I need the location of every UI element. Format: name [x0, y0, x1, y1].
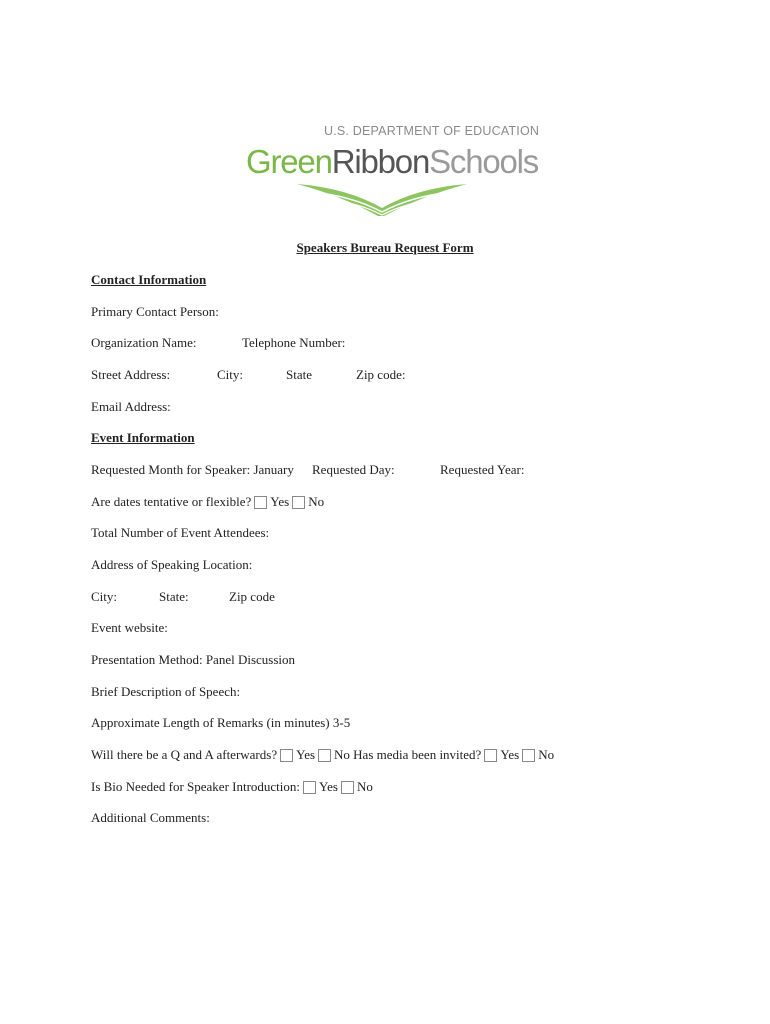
- attendees-label: Total Number of Event Attendees:: [91, 525, 270, 540]
- tentative-yes-label: Yes: [270, 494, 290, 509]
- logo-green: Green: [246, 143, 332, 180]
- tentative-no-label: No: [308, 494, 325, 509]
- logo-wordmark: [246, 142, 538, 182]
- website-label: Event website:: [91, 620, 168, 635]
- bio-no-checkbox[interactable]: [341, 781, 354, 794]
- telephone-label: Telephone Number:: [242, 335, 346, 350]
- event-zip-label: Zip code: [229, 589, 275, 604]
- media-label: Has media been invited?: [353, 747, 482, 762]
- bio-yes-label: Yes: [319, 779, 338, 794]
- state-label: State: [286, 367, 312, 382]
- logo-schools: Schools: [429, 143, 539, 180]
- city-label: City:: [217, 367, 244, 382]
- street-label: Street Address:: [91, 367, 171, 382]
- qa-yes-label: Yes: [296, 747, 316, 762]
- requested-month-label: Requested Month for Speaker: January: [91, 462, 294, 477]
- presentation-method-label: Presentation Method: Panel Discussion: [91, 652, 296, 667]
- qa-no-checkbox[interactable]: [318, 749, 331, 762]
- media-no-label: No: [538, 747, 555, 762]
- requested-year-label: Requested Year:: [440, 462, 525, 477]
- bio-no-label: No: [356, 779, 373, 794]
- qa-media-row: [91, 747, 554, 763]
- book-leaf-icon: [292, 182, 472, 220]
- green-ribbon-schools-logo: [246, 124, 540, 224]
- zip-label: Zip code:: [356, 367, 406, 382]
- tentative-no-checkbox[interactable]: [292, 496, 305, 509]
- organization-label: Organization Name:: [91, 335, 197, 350]
- email-label: Email Address:: [91, 399, 171, 414]
- bio-label: Is Bio Needed for Speaker Introduction:: [91, 779, 301, 794]
- form-title: Speakers Bureau Request Form: [296, 240, 474, 255]
- length-label: Approximate Length of Remarks (in minutes) 3-5: [91, 715, 351, 730]
- media-no-checkbox[interactable]: [522, 749, 535, 762]
- qa-label: Will there be a Q and A afterwards?: [91, 747, 278, 762]
- primary-contact-label: Primary Contact Person:: [91, 304, 219, 319]
- requested-day-label: Requested Day:: [312, 462, 395, 477]
- logo-department-text: U.S. DEPARTMENT OF EDUCATION: [324, 124, 540, 138]
- event-city-label: City:: [91, 589, 118, 604]
- description-label: Brief Description of Speech:: [91, 684, 241, 699]
- bio-yes-checkbox[interactable]: [303, 781, 316, 794]
- tentative-row: [91, 494, 324, 510]
- event-state-label: State:: [159, 589, 189, 604]
- logo-ribbon: Ribbon: [331, 143, 430, 180]
- event-heading: Event Information: [91, 430, 195, 445]
- qa-yes-checkbox[interactable]: [280, 749, 293, 762]
- qa-no-label: No: [334, 747, 350, 762]
- media-yes-label: Yes: [500, 747, 520, 762]
- speaking-address-label: Address of Speaking Location:: [91, 557, 253, 572]
- bio-row: [91, 779, 373, 795]
- tentative-label: Are dates tentative or flexible?: [91, 494, 252, 509]
- tentative-yes-checkbox[interactable]: [254, 496, 267, 509]
- contact-heading: Contact Information: [91, 272, 207, 287]
- media-yes-checkbox[interactable]: [484, 749, 497, 762]
- comments-label: Additional Comments:: [91, 810, 210, 825]
